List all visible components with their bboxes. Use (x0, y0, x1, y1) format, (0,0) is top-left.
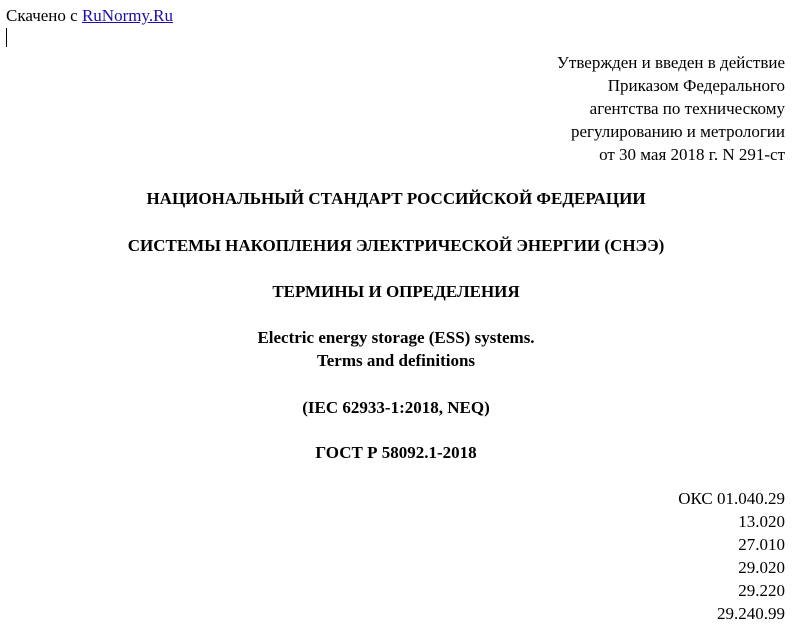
gost-number: ГОСТ Р 58092.1-2018 (315, 443, 477, 462)
oks-code: ОКС 01.040.29 (678, 489, 785, 508)
approval-block (557, 51, 785, 166)
english-title-line: Terms and definitions (316, 351, 476, 370)
approval-line: агентства по техническому (589, 99, 785, 118)
terms-heading: ТЕРМИНЫ И ОПРЕДЕЛЕНИЯ (272, 282, 520, 301)
oks-code: 29.020 (738, 558, 785, 577)
system-heading: СИСТЕМЫ НАКОПЛЕНИЯ ЭЛЕКТРИЧЕСКОЙ ЭНЕРГИИ (СНЭЭ) (127, 236, 665, 255)
approval-line: от 30 мая 2018 г. N 291-ст (599, 145, 785, 164)
oks-code: 13.020 (738, 512, 785, 531)
runormy-link[interactable]: RuNormy.Ru (81, 6, 173, 25)
oks-code: 29.220 (738, 581, 785, 600)
english-title (0, 326, 792, 372)
oks-codes (678, 487, 785, 625)
approval-line: Утвержден и введен в действие (556, 53, 785, 72)
source-prefix: Скачено с (6, 6, 78, 25)
approval-line: регулированию и метрологии (570, 122, 785, 141)
text-cursor (6, 28, 7, 47)
iec-reference: (IEC 62933-1:2018, NEQ) (302, 398, 490, 417)
approval-line: Приказом Федерального (607, 76, 785, 95)
source-line (6, 6, 173, 26)
english-title-line: Electric energy storage (ESS) systems. (257, 328, 535, 347)
oks-code: 27.010 (738, 535, 785, 554)
oks-code: 29.240.99 (717, 604, 785, 623)
standard-heading: НАЦИОНАЛЬНЫЙ СТАНДАРТ РОССИЙСКОЙ ФЕДЕРАЦИИ (146, 189, 646, 208)
